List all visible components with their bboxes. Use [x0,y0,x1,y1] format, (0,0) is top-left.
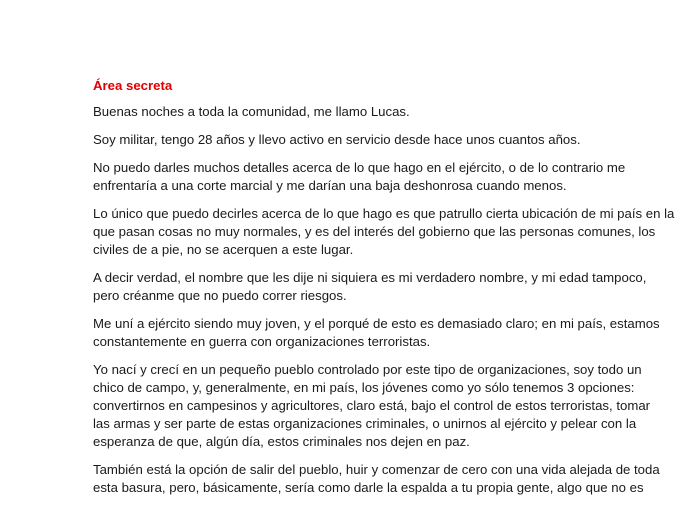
text-line: Lo único que puedo decirles acerca de lo que hago es que patrullo cierta ubicación de mi país en la [93,206,675,221]
paragraph-7 [93,361,651,451]
text-line: enfrentaría a una corte marcial y me darían una baja deshonrosa cuando menos. [93,178,567,193]
text-line: A decir verdad, el nombre que les dije ni siquiera es mi verdadero nombre, y mi edad tampoco, [93,270,647,285]
text-line: esperanza de que, algún día, estos criminales nos dejen en paz. [93,434,470,449]
paragraph-1 [93,103,593,121]
text-line: las armas y ser parte de estas organizaciones criminales, o unirnos al ejército y pelear con la [93,416,637,431]
paragraph-6 [93,315,660,351]
text-line: Yo nací y crecí en un pequeño pueblo controlado por este tipo de organizaciones, soy todo un [93,362,642,377]
text-line: constantemente en guerra con organizaciones terroristas. [93,334,431,349]
text-line: No puedo darles muchos detalles acerca de lo que hago en el ejército, o de lo contrario me [93,160,626,175]
document-title: Área secreta [93,78,173,93]
text-line: Me uní a ejército siendo muy joven, y el porqué de esto es demasiado claro; en mi país, estamos [93,316,660,331]
text-line: También está la opción de salir del pueblo, huir y comenzar de cero con una vida alejada de toda [93,462,660,477]
text-line: chico de campo, y, generalmente, en mi país, los jóvenes como yo sólo tenemos 3 opciones: [93,380,635,395]
text-line: que pasan cosas no muy normales, y es del interés del gobierno que las personas comunes, los [93,224,656,239]
paragraph-3 [93,159,626,195]
text-line: Soy militar, tengo 28 años y llevo activo en servicio desde hace unos cuantos años. [93,132,581,147]
paragraph-2 [93,131,593,149]
document-body [93,77,675,507]
paragraph-4 [93,205,675,259]
paragraph-5 [93,269,647,305]
text-line: convertirnos en campesinos y agricultores, claro está, bajo el control de estos terroristas, tomar [93,398,651,413]
text-line: Buenas noches a toda la comunidad, me llamo Lucas. [93,104,410,119]
text-line: pero créanme que no puedo correr riesgos. [93,288,347,303]
text-line: civiles de a pie, no se acerquen a este lugar. [93,242,354,257]
paragraph-8 [93,461,660,497]
text-line: esta basura, pero, básicamente, sería como darle la espalda a tu propia gente, algo que no es [93,480,644,495]
